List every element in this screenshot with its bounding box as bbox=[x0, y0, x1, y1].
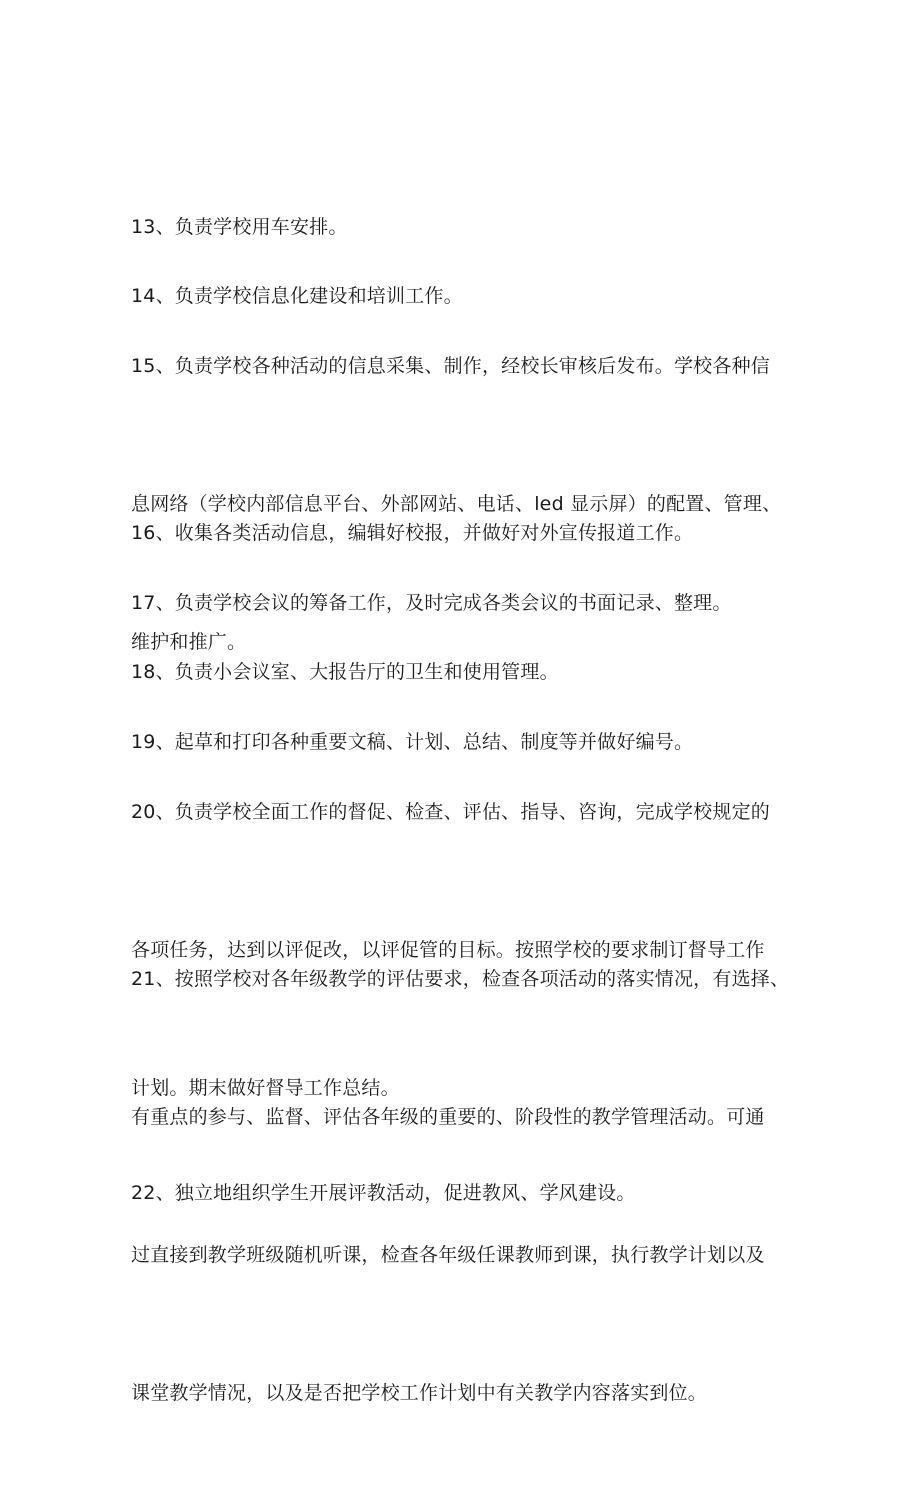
duty-line: 有重点的参与、监督、评估各年级的重要的、阶段性的教学管理活动。可通 bbox=[131, 1106, 765, 1128]
duty-line: 20、负责学校全面工作的督促、检查、评估、指导、咨询，完成学校规定的 bbox=[131, 801, 770, 823]
duty-line: 课堂教学情况，以及是否把学校工作计划中有关教学内容落实到位。 bbox=[131, 1382, 708, 1404]
duty-line: 19、起草和打印各种重要文稿、计划、总结、制度等并做好编号。 bbox=[131, 731, 694, 753]
duty-line: 15、负责学校各种活动的信息采集、制作，经校长审核后发布。学校各种信 bbox=[131, 355, 770, 377]
duty-line: 过直接到教学班级随机听课，检查各年级任课教师到课，执行教学计划以及 bbox=[131, 1244, 765, 1266]
duty-line: 21、按照学校对各年级教学的评估要求，检查各项活动的落实情况，有选择、 bbox=[131, 968, 790, 990]
duty-line: 息网络（学校内部信息平台、外部网站、电话、led 显示屏）的配置、管理、 bbox=[131, 493, 782, 515]
duty-item-22 bbox=[131, 1078, 811, 1308]
duty-line: 计划。期末做好督导工作总结。 bbox=[131, 1077, 400, 1099]
duty-line: 17、负责学校会议的筹备工作，及时完成各类会议的书面记录、整理。 bbox=[131, 592, 732, 614]
duty-line: 各项任务，达到以评促改，以评促管的目标。按照学校的要求制订督导工作 bbox=[131, 939, 765, 961]
duty-line: 13、负责学校用车安排。 bbox=[131, 216, 348, 238]
duty-line: 16、收集各类活动信息，编辑好校报，并做好对外宣传报道工作。 bbox=[131, 522, 694, 544]
duty-line: 18、负责小会议室、大报告厅的卫生和使用管理。 bbox=[131, 661, 559, 683]
duty-line: 22、独立地组织学生开展评教活动，促进教风、学风建设。 bbox=[131, 1182, 636, 1204]
duty-line: 14、负责学校信息化建设和培训工作。 bbox=[131, 285, 463, 307]
duty-line: 维护和推广。 bbox=[131, 631, 247, 653]
